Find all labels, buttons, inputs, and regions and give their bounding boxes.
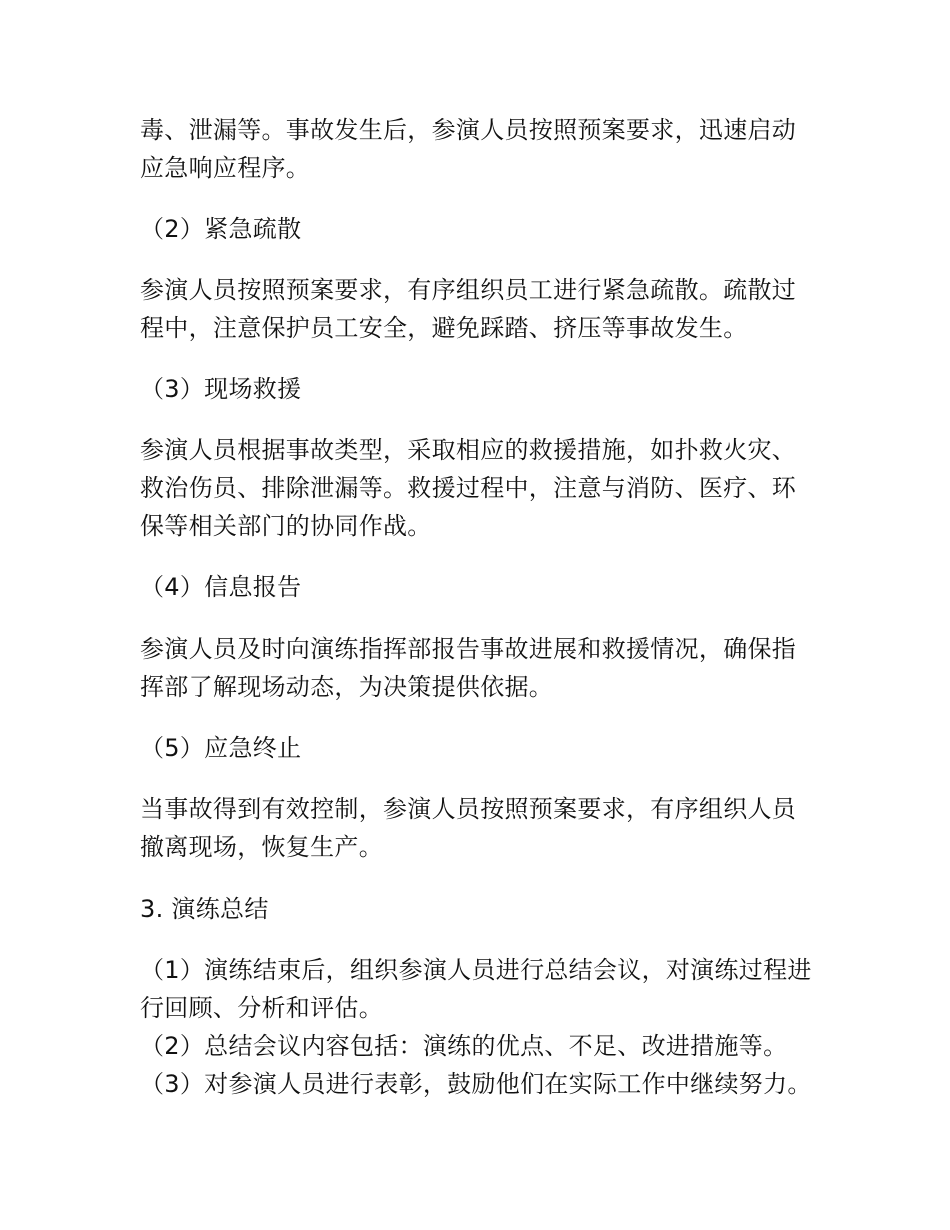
heading-emergency-evacuation: （2）紧急疏散 xyxy=(140,215,302,243)
heading-onsite-rescue: （3）现场救援 xyxy=(140,375,302,403)
summary-item-2: （2）总结会议内容包括：演练的优点、不足、改进措施等。 xyxy=(140,1032,788,1060)
paragraph-information-report: 参演人员及时向演练指挥部报告事故进展和救援情况，确保指挥部了解现场动态，为决策提供依据。 xyxy=(140,635,797,701)
summary-item-3: （3）对参演人员进行表彰，鼓励他们在实际工作中继续努力。 xyxy=(140,1070,812,1098)
section-drill-summary: 3. 演练总结 xyxy=(140,895,269,923)
heading-emergency-termination: （5）应急终止 xyxy=(140,734,302,762)
paragraph-response-start: 毒、泄漏等。事故发生后，参演人员按照预案要求，迅速启动应急响应程序。 xyxy=(140,116,797,182)
summary-item-1: （1）演练结束后，组织参演人员进行总结会议，对演练过程进行回顾、分析和评估。 xyxy=(140,956,812,1022)
paragraph-rescue: 参演人员根据事故类型，采取相应的救援措施，如扑救火灾、救治伤员、排除泄漏等。救援过程中，注意与消防、医疗、环保等相关部门的协同作战。 xyxy=(140,436,797,540)
paragraph-evacuation: 参演人员按照预案要求，有序组织员工进行紧急疏散。疏散过程中，注意保护员工安全，避免踩踏、挤压等事故发生。 xyxy=(140,276,797,342)
heading-information-report: （4）信息报告 xyxy=(140,573,302,601)
paragraph-termination: 当事故得到有效控制，参演人员按照预案要求，有序组织人员撤离现场，恢复生产。 xyxy=(140,795,797,861)
